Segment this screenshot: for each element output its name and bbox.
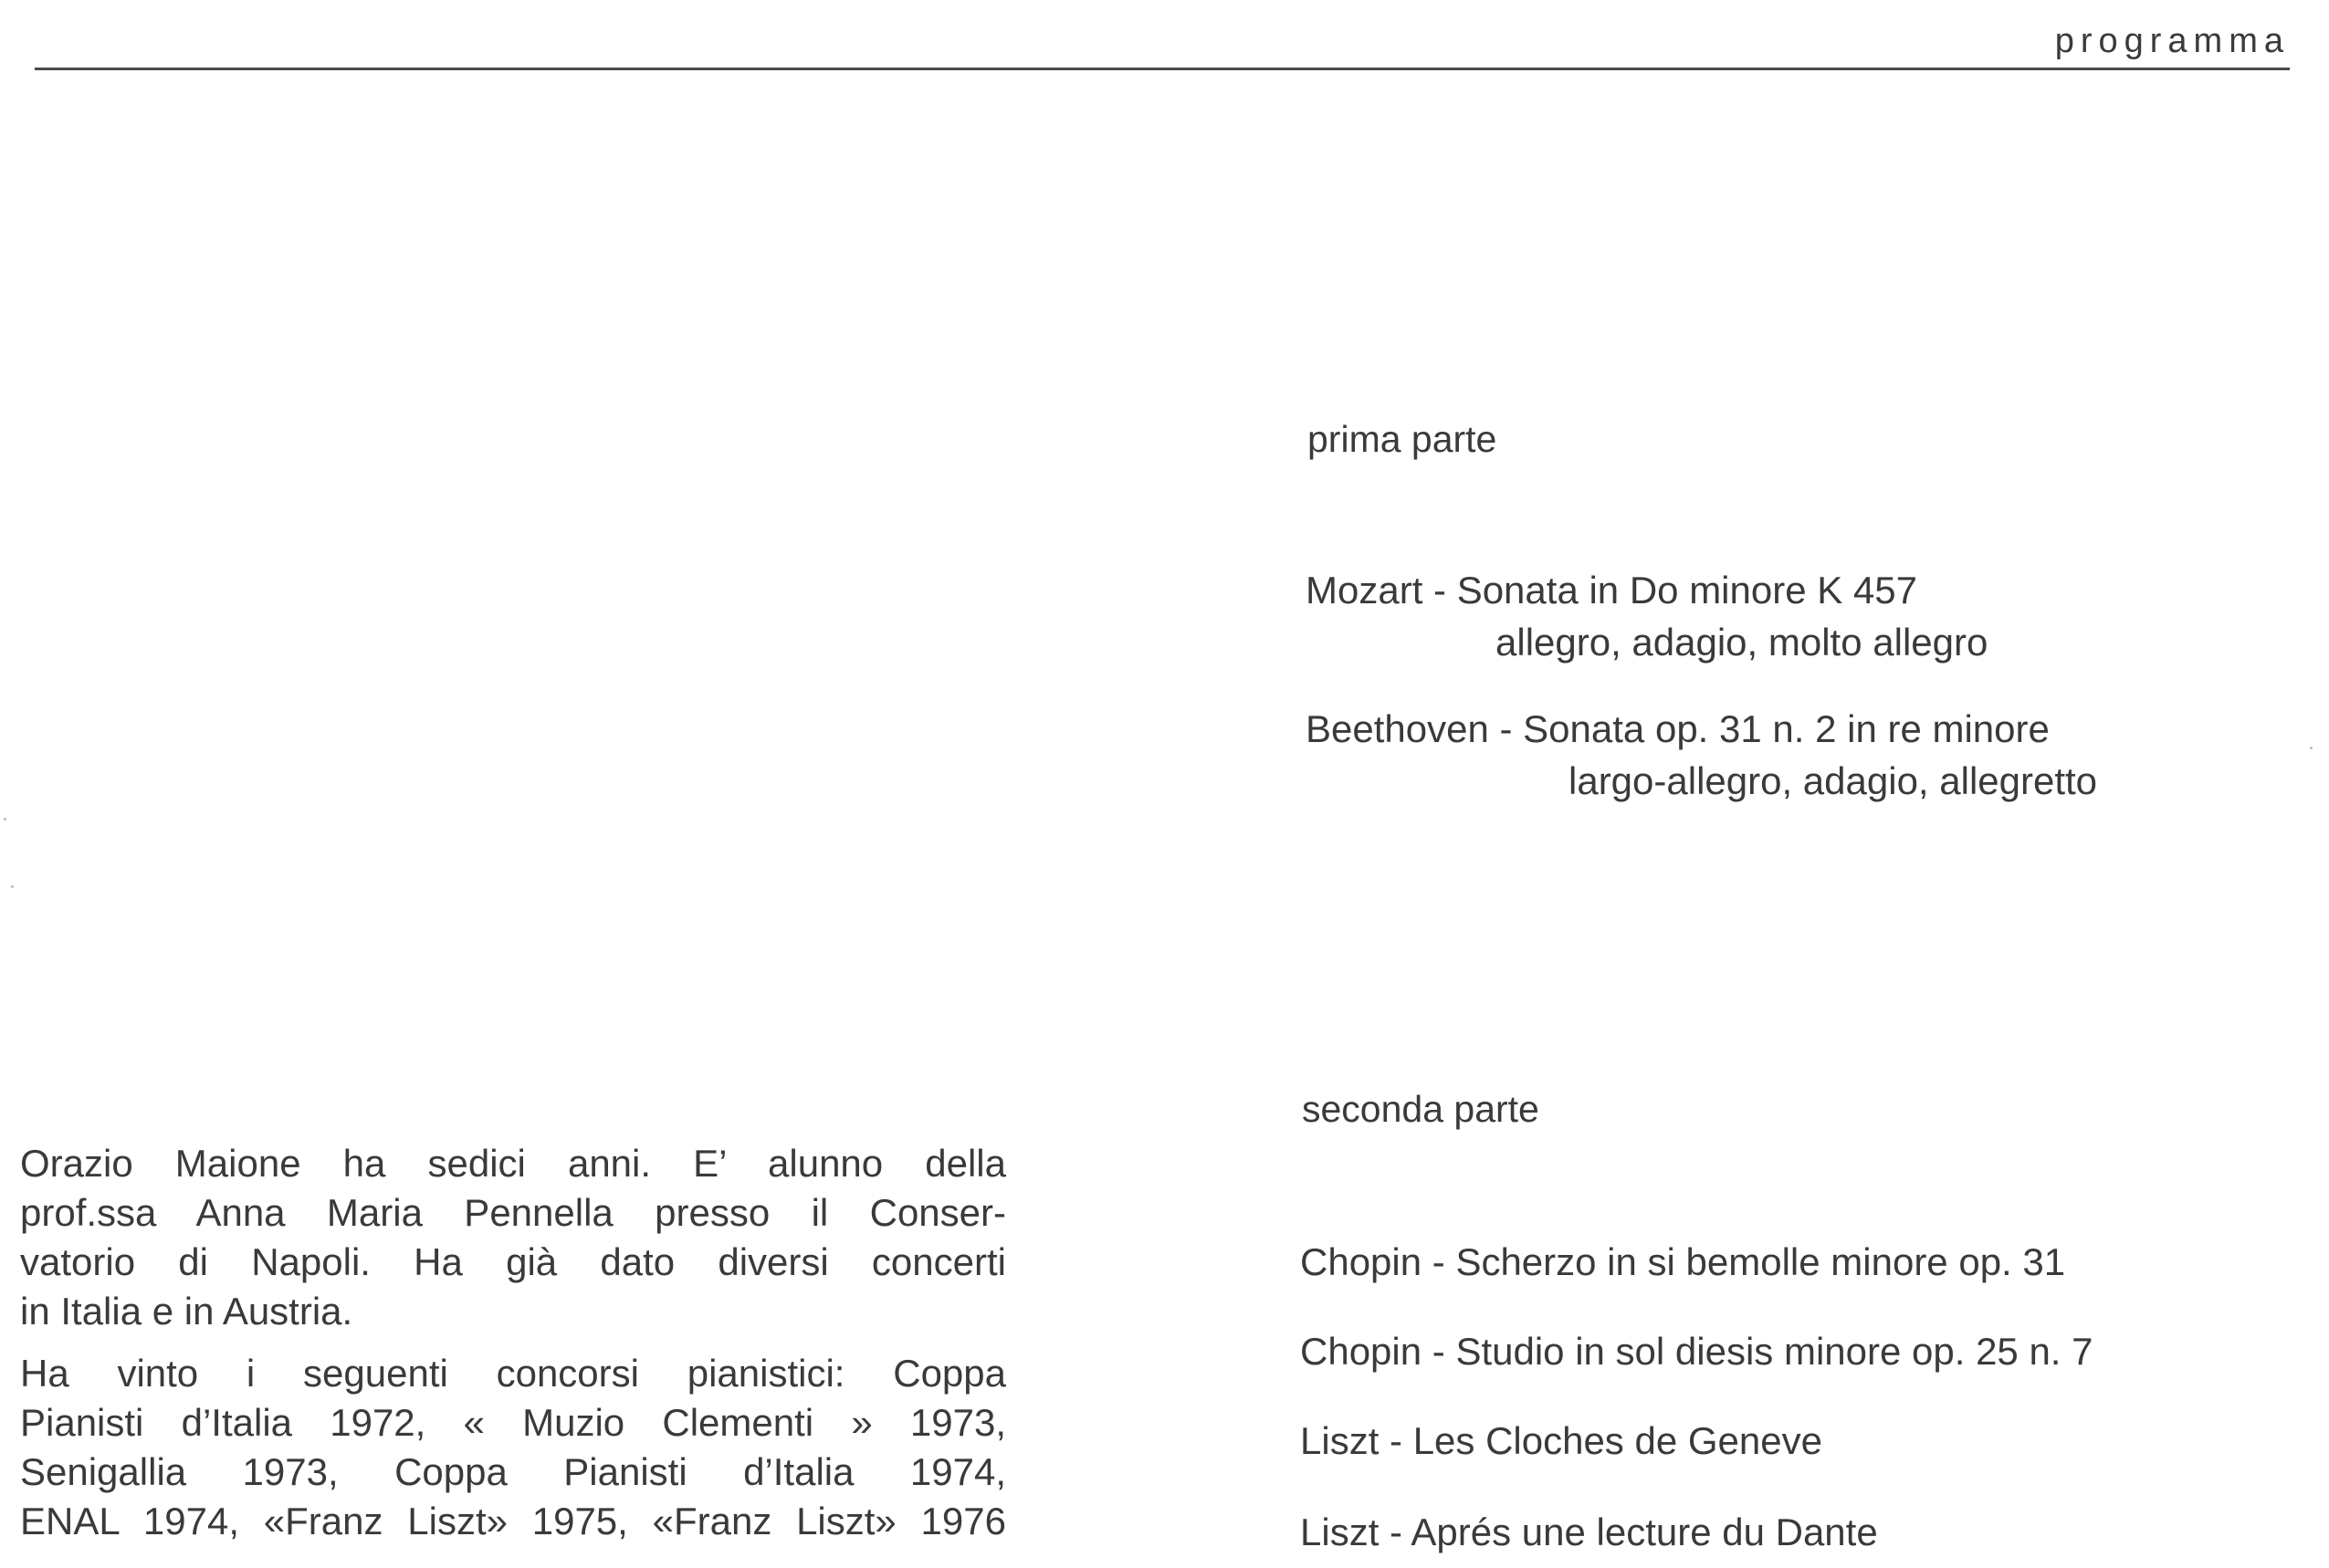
bio-paragraph-1 <box>20 1139 1006 1336</box>
programme-entry <box>1300 1236 2065 1288</box>
bio-line: prof.ssa Anna Maria Pennella presso il Conser- <box>20 1191 1006 1234</box>
programme-entry <box>1300 1506 1878 1558</box>
separator: - <box>1379 1419 1413 1462</box>
page-header-title: programma <box>2054 22 2290 60</box>
header-divider <box>35 68 2290 70</box>
work-title: Les Cloches de Geneve <box>1412 1419 1822 1462</box>
bio-line: vatorio di Napoli. Ha già dato diversi concerti <box>20 1240 1006 1283</box>
bio-paragraph-2 <box>20 1349 1006 1546</box>
composer-name: Liszt <box>1300 1511 1380 1553</box>
composer-name: Beethoven <box>1306 707 1489 750</box>
separator: - <box>1422 1240 1456 1283</box>
bio-line: ENAL 1974, «Franz Liszt» 1975, «Franz Liszt» 1976 <box>20 1500 1006 1542</box>
programme-entry <box>1306 564 1988 668</box>
programme-entry <box>1306 703 2097 807</box>
seconda-parte-heading: seconda parte <box>1302 1088 1539 1130</box>
scan-speck <box>2310 747 2313 749</box>
work-title: Sonata op. 31 n. 2 in re minore <box>1523 707 2050 750</box>
work-title: Sonata in Do minore K 457 <box>1456 569 1917 612</box>
work-title: Scherzo in si bemolle minore op. 31 <box>1455 1240 2066 1283</box>
bio-line: Ha vinto i seguenti concorsi pianistici: Coppa <box>20 1352 1006 1395</box>
work-movements: allegro, adagio, molto allegro <box>1495 621 1988 664</box>
separator: - <box>1488 707 1524 750</box>
scan-speck <box>4 818 6 821</box>
bio-line: Pianisti d’Italia 1972, « Muzio Clementi » 1973, <box>20 1401 1006 1444</box>
work-title: Aprés une lecture du Dante <box>1411 1511 1878 1553</box>
work-movements: largo-allegro, adagio, allegretto <box>1568 759 2098 802</box>
separator: - <box>1379 1511 1411 1553</box>
separator: - <box>1422 569 1457 612</box>
bio-line: Orazio Maione ha sedici anni. E’ alunno della <box>20 1142 1006 1185</box>
scan-speck <box>11 885 14 888</box>
composer-name: Mozart <box>1306 569 1423 612</box>
programme-entry <box>1300 1415 1822 1467</box>
composer-name: Liszt <box>1300 1419 1380 1462</box>
composer-name: Chopin <box>1300 1240 1422 1283</box>
work-title: Studio in sol diesis minore op. 25 n. 7 <box>1455 1330 2093 1373</box>
bio-line: in Italia e in Austria. <box>20 1290 353 1333</box>
separator: - <box>1422 1330 1456 1373</box>
programme-entry <box>1300 1325 2093 1377</box>
composer-name: Chopin <box>1300 1330 1422 1373</box>
bio-line: Senigallia 1973, Coppa Pianisti d’Italia 1974, <box>20 1450 1006 1493</box>
prima-parte-heading: prima parte <box>1307 418 1497 460</box>
